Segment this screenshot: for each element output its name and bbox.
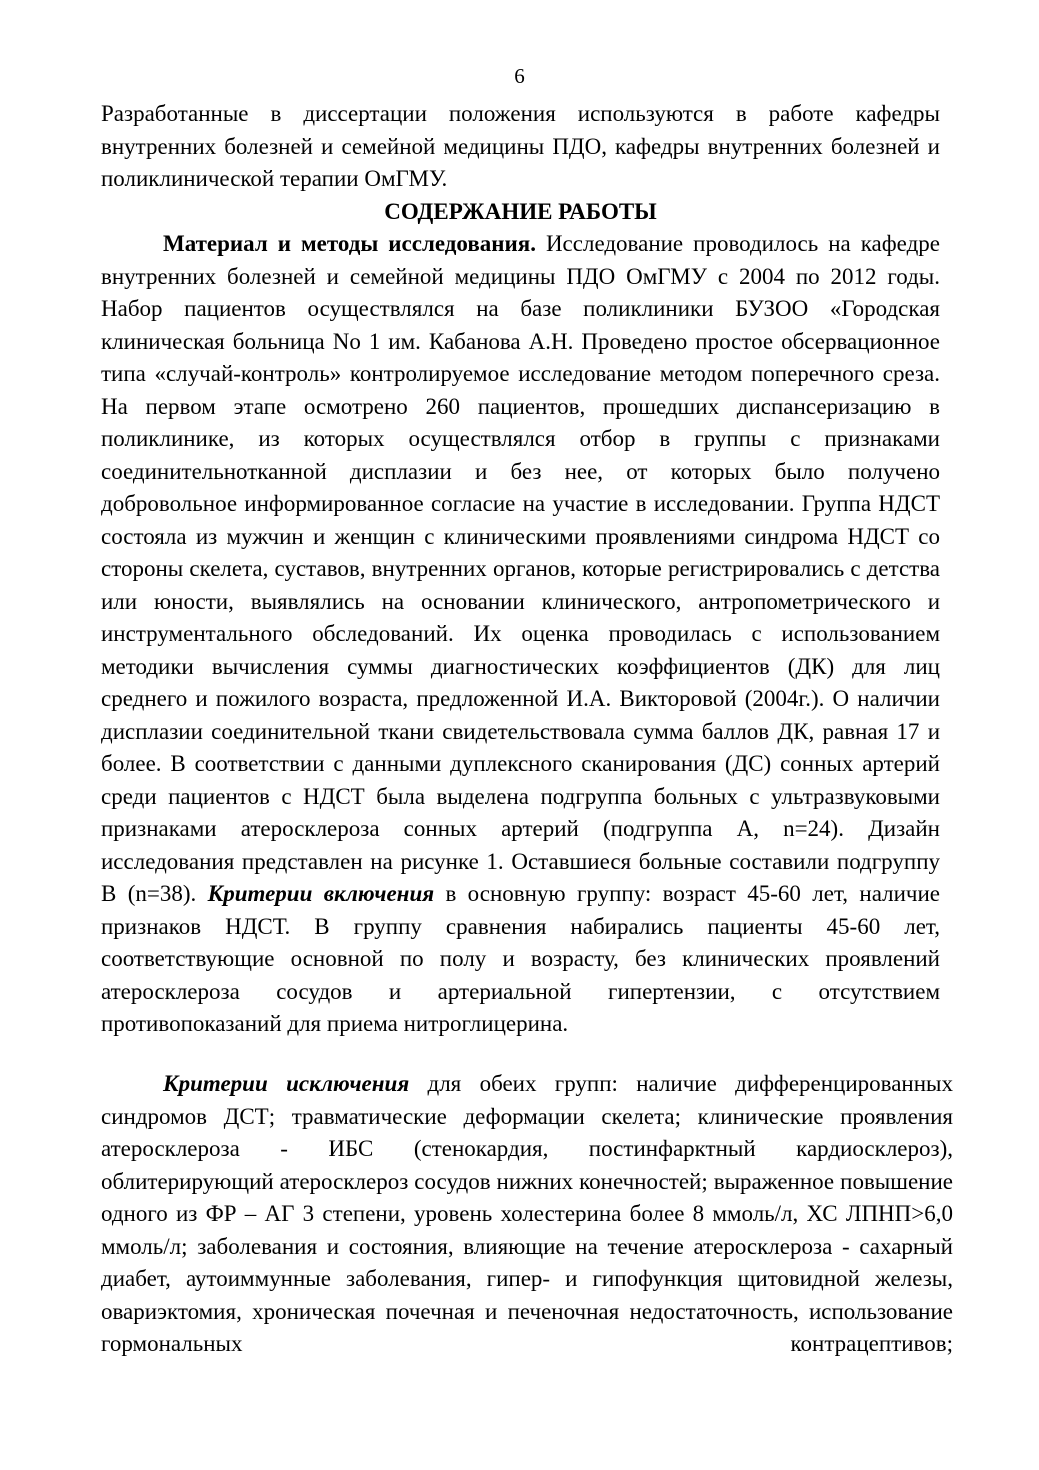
materials-text-1: Исследование проводилось на кафедре внутренних болезней и семейной медицины ПДО ОмГМУ с 2004 по 2012 годы. Набор пациентов осуществлялся на базе поликлиники БУЗОО «Городская клиническая больница No 1 им. Кабанова А.Н. Проведено простое обсервационное типа «случай-контроль» контролируемое исследование методом поперечного среза. На первом этапе осмотрено 260 пациентов, прошедших диспансеризацию в поликлинике, из которых осуществлялся отбор в группы с признаками соединительнотканной дисплазии и без нее, от которых было получено добровольное информированное согласие на участие в исследовании. Группа НДСТ состояла из мужчин и женщин с клиническими проявлениями синдрома НДСТ со стороны скелета, суставов, внутренних органов, которые регистрировались с детства или юности, выявлялись на основании клинического, антропометрического и инструментального обследований. Их оценка проводилась с использованием методики вычисления суммы диагностических коэффициентов (ДК) для лиц среднего и пожилого возраста, предложенной И.А. Викторовой (2004г.). О наличии дисплазии соединительной ткани свидетельствовала сумма баллов ДК, равная 17 и более. В соответствии с данными дуплексного сканирования (ДС) сонных артерий среди пациентов с НДСТ была выделена подгруппа больных с ультразвуковыми признаками атеросклероза сонных артерий (подгруппа А, n=24). Дизайн исследования представлен на рисунке 1. Оставшиеся больные составили подгруппу В (n=38). (101, 231, 940, 906)
materials-text-2: в основную группу: возраст 45-60 лет, наличие признаков НДСТ. В группу сравнения набирались пациенты 45-60 лет, соответствующие основной по полу и возрасту, без клинических проявлений атеросклероза сосудов и артериальной гипертензии, с отсутствием противопоказаний для приема нитроглицерина. (101, 881, 940, 1036)
exclusion-text: для обеих групп: наличие дифференцированных синдромов ДСТ; травматические деформации скелета; клинические проявления атеросклероза - ИБС (стенокардия, постинфарктный кардиосклероз), облитерирующий атеросклероз сосудов нижних конечностей; выраженное повышение одного из ФР – АГ 3 степени, уровень холестерина более 8 ммоль/л, ХС ЛПНП>6,0 ммоль/л; заболевания и состояния, влияющие на течение атеросклероза - сахарный диабет, аутоиммунные заболевания, гипер- и гипофункция щитовидной железы, овариэктомия, хроническая почечная и печеночная недостаточность, использование гормональных контрацептивов; (101, 1071, 953, 1356)
page-number: 6 (514, 64, 525, 88)
main-text-block (101, 98, 940, 1041)
inclusion-criteria-label: Критерии включения (207, 881, 435, 906)
exclusion-criteria-label: Критерии исключения (163, 1071, 410, 1096)
materials-lead: Материал и методы исследования. (163, 231, 536, 256)
exclusion-paragraph (101, 1068, 953, 1361)
intro-paragraph: Разработанные в диссертации положения используются в работе кафедры внутренних болезней и семейной медицины ПДО, кафедры внутренних болезней и поликлинической терапии ОмГМУ. (101, 101, 940, 191)
exclusion-text-block (101, 1068, 953, 1361)
materials-paragraph (101, 228, 940, 1041)
section-heading: СОДЕРЖАНИЕ РАБОТЫ (384, 198, 657, 224)
